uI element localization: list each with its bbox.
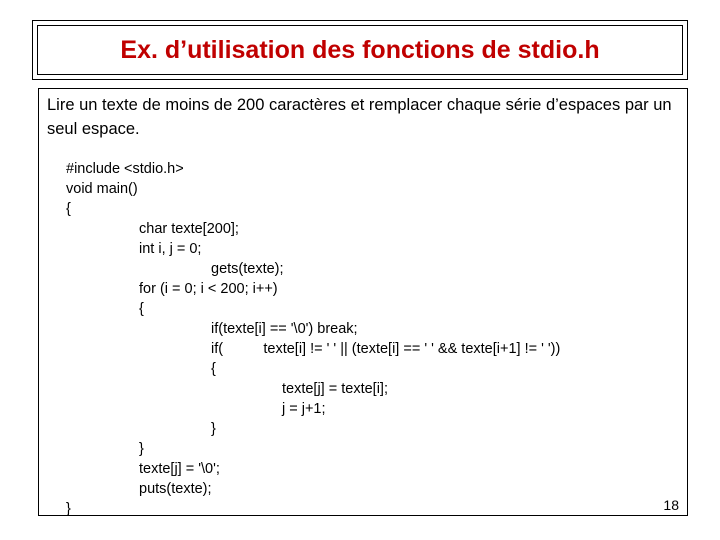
code-line-open-brace: {	[66, 201, 71, 217]
code-line-close-brace: }	[66, 501, 71, 517]
content-frame	[38, 88, 688, 516]
code-line-declare-ij: int i, j = 0;	[139, 241, 202, 257]
code-line-include: #include <stdio.h>	[66, 161, 184, 177]
code-line-main: void main()	[66, 181, 138, 197]
code-line-if-close: }	[211, 421, 216, 437]
code-line-for: for (i = 0; i < 200; i++)	[139, 281, 278, 297]
title-inner-frame	[37, 25, 683, 75]
code-line-terminate: texte[j] = '\0';	[139, 461, 220, 477]
code-line-for-close: }	[139, 441, 144, 457]
title-frame	[32, 20, 688, 80]
code-line-gets: gets(texte);	[211, 261, 284, 277]
code-line-assign: texte[j] = texte[i];	[282, 381, 388, 397]
code-line-puts: puts(texte);	[139, 481, 212, 497]
slide-title: Ex. d’utilisation des fonctions de stdio.h	[120, 35, 600, 64]
page-number: 18	[663, 497, 679, 513]
code-line-declare-texte: char texte[200];	[139, 221, 239, 237]
code-line-for-open: {	[139, 301, 144, 317]
code-line-if-open: {	[211, 361, 216, 377]
intro-text: Lire un texte de moins de 200 caractères et remplacer chaque série d’espaces par un seul espace.	[47, 96, 672, 138]
code-line-increment: j = j+1;	[282, 401, 326, 417]
code-line-if: if( texte[i] != ' ' || (texte[i] == ' ' && texte[i+1] != ' '))	[211, 341, 561, 357]
code-line-break: if(texte[i] == '\0') break;	[211, 321, 358, 337]
